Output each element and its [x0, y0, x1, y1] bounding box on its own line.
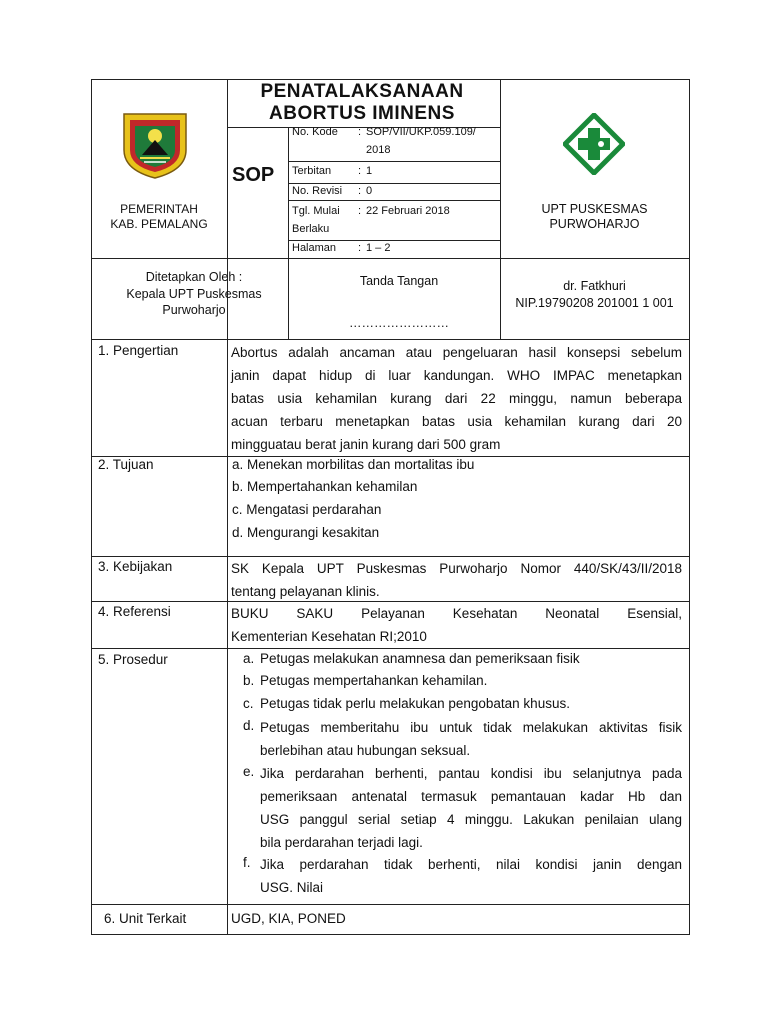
right-org-line2: PURWOHARJO: [549, 217, 640, 231]
meta-label: Terbitan: [292, 165, 332, 177]
right-org-line1: UPT PUSKESMAS: [541, 202, 648, 216]
table-border-bottom: [91, 934, 690, 935]
meta-separator: :: [358, 185, 362, 197]
meta-label: Halaman: [292, 242, 337, 254]
sop-label: SOP: [232, 164, 275, 186]
meta-separator: :: [358, 126, 362, 138]
kabupaten-crest-icon: [120, 110, 190, 180]
text-line: bila perdarahan terjadi lagi.: [260, 835, 423, 850]
meta-label: Berlaku: [292, 223, 330, 235]
unit-terkait-value: UGD, KIA, PONED: [231, 911, 346, 926]
meta-separator: :: [358, 205, 362, 217]
meta-value: 1: [366, 165, 373, 177]
meta-value: 0: [366, 185, 373, 197]
text-line: mingguatau berat janin kurang dari 500 gram: [231, 437, 501, 452]
section-border: [91, 648, 690, 649]
meta-separator: :: [358, 165, 362, 177]
list-item: [260, 716, 682, 762]
left-org-line2: KAB. PEMALANG: [110, 217, 208, 231]
pengertian-text: [231, 341, 682, 456]
list-item: Petugas tidak perlu melakukan pengobatan khusus.: [260, 696, 570, 711]
list-marker: a.: [243, 651, 255, 666]
approval-line2: Kepala UPT Puskesmas: [126, 287, 262, 301]
meta-row-border: [288, 200, 500, 201]
text-line: BUKU SAKU Pelayanan Kesehatan Neonatal Esensial,: [231, 606, 682, 621]
meta-value: SOP/VII/UKP.059.109/: [366, 126, 476, 138]
text-line: SK Kepala UPT Puskesmas Purwoharjo Nomor 440/SK/43/II/2018: [231, 561, 682, 576]
text-line: Jika perdarahan berhenti, pantau kondisi ibu selanjutnya pada: [260, 766, 682, 781]
meta-row-border: [288, 161, 500, 162]
text-line: Abortus adalah ancaman atau pengeluaran hasil konsepsi sebelum: [231, 345, 682, 360]
meta-value: 2018: [366, 144, 391, 156]
approval-line3: Purwoharjo: [162, 303, 226, 317]
meta-row-border: [288, 183, 500, 184]
list-marker: d.: [243, 718, 255, 733]
referensi-text: [231, 602, 682, 648]
list-marker: f.: [243, 855, 251, 870]
puskesmas-logo-icon: [563, 113, 625, 175]
list-marker: e.: [243, 764, 255, 779]
list-item: b. Mempertahankan kehamilan: [232, 479, 418, 494]
list-item: [260, 762, 682, 854]
signer-name: dr. Fatkhuri: [563, 279, 626, 293]
meta-value: 1 – 2: [366, 242, 391, 254]
list-marker: b.: [243, 673, 255, 688]
text-line: janin dapat hidup di luar kandungan. WHO IMPAC menetapkan: [231, 368, 682, 383]
table-border-right: [689, 79, 690, 935]
section-border: [91, 904, 690, 905]
list-item: a. Menekan morbilitas dan mortalitas ibu: [232, 457, 475, 472]
list-item: Petugas mempertahankan kehamilan.: [260, 673, 488, 688]
signature-label: Tanda Tangan: [359, 274, 439, 288]
text-line: Kementerian Kesehatan RI;2010: [231, 629, 427, 644]
section-label-prosedur: 5. Prosedur: [98, 652, 168, 667]
document-title-line2: ABORTUS IMINENS: [269, 103, 455, 124]
text-line: pemeriksaan antenatal termasuk pemantauan kadar Hb dan: [260, 789, 682, 804]
text-line: USG panggul serial setiap 4 minggu. Lakukan penilaian ulang: [260, 812, 682, 827]
header-bottom-border: [91, 258, 690, 259]
section-label-kebijakan: 3. Kebijakan: [98, 559, 173, 574]
kebijakan-text: [231, 557, 682, 603]
list-marker: c.: [243, 696, 254, 711]
document-title-line1: PENATALAKSANAAN: [260, 81, 464, 102]
text-line: USG. Nilai: [260, 880, 324, 895]
text-line: Jika perdarahan tidak berhenti, nilai kondisi janin dengan: [260, 857, 682, 872]
meta-label: Tgl. Mulai: [292, 205, 340, 217]
section-label-unit-terkait: 6. Unit Terkait: [104, 911, 187, 926]
signature-line: ……………………: [349, 316, 449, 330]
left-org-line1: PEMERINTAH: [120, 202, 198, 216]
meta-label: No. Kode: [292, 126, 338, 138]
text-line: batas usia kehamilan kurang dari 22 minggu, namun beberapa: [231, 391, 682, 406]
meta-row-border: [288, 240, 500, 241]
signer-nip: NIP.19790208 201001 1 001: [515, 296, 674, 310]
approval-bottom-border: [91, 339, 690, 340]
meta-value: 22 Februari 2018: [366, 205, 450, 217]
list-item: c. Mengatasi perdarahan: [232, 502, 382, 517]
text-line: berlebihan atau hubungan seksual.: [260, 743, 471, 758]
section-label-pengertian: 1. Pengertian: [98, 343, 179, 358]
approval-line1: Ditetapkan Oleh :: [145, 270, 243, 284]
meta-label: No. Revisi: [292, 185, 343, 197]
text-line: Petugas memberitahu ibu untuk tidak melakukan aktivitas fisik: [260, 720, 682, 735]
list-item: d. Mengurangi kesakitan: [232, 525, 380, 540]
text-line: tentang pelayanan klinis.: [231, 584, 380, 599]
text-line: acuan terbaru menetapkan batas usia kehamilan kurang dari 20: [231, 414, 682, 429]
section-label-referensi: 4. Referensi: [98, 604, 171, 619]
meta-separator: :: [358, 242, 362, 254]
list-item: Petugas melakukan anamnesa dan pemeriksaan fisik: [260, 651, 580, 666]
section-divider: [227, 339, 228, 935]
section-label-tujuan: 2. Tujuan: [98, 457, 154, 472]
list-item: [260, 853, 682, 899]
